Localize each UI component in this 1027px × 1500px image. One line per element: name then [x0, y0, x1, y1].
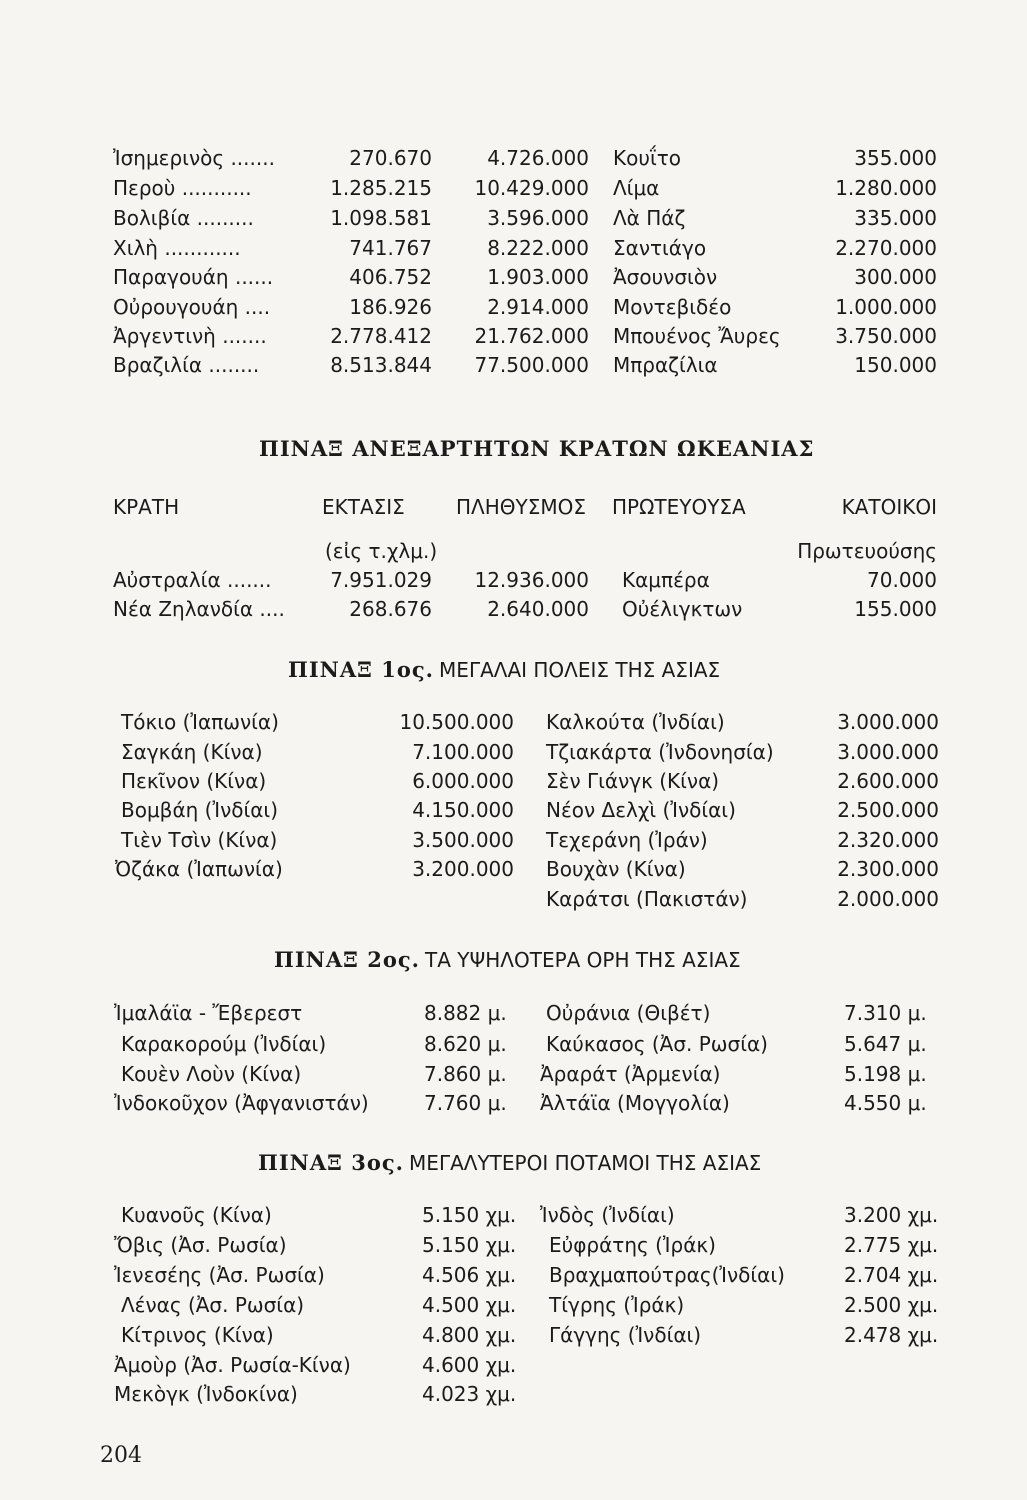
country-population: 8.222.000: [487, 236, 589, 260]
table2-title-rest: ΤΑ ΥΨΗΛΟΤΕΡΑ ΟΡΗ ΤΗΣ ΑΣΙΑΣ: [425, 948, 741, 972]
capital-inhabitants: 300.000: [854, 265, 937, 289]
city-name: Καλκούτα (Ἰνδίαι): [546, 710, 725, 734]
country-name: Βραζιλία ........: [113, 353, 260, 377]
country-population: 21.762.000: [474, 324, 589, 348]
country-area: 270.670: [349, 146, 432, 170]
table2-title: [274, 947, 741, 972]
table1-title-rest: ΜΕΓΑΛΑΙ ΠΟΛΕΙΣ ΤΗΣ ΑΣΙΑΣ: [439, 658, 721, 682]
country-population: 10.429.000: [474, 176, 589, 200]
header-population: ΠΛΗΘΥΣΜΟΣ: [456, 495, 586, 519]
mountain-height: 8.620 μ.: [424, 1032, 507, 1056]
country-name: Νέα Ζηλανδία ....: [113, 597, 285, 621]
country-capital: Σαντιάγο: [613, 236, 707, 260]
city-population: 2.600.000: [837, 769, 939, 793]
capital-inhabitants: 2.270.000: [835, 236, 937, 260]
country-name: Οὐρουγουάη ....: [113, 295, 271, 319]
country-area: 186.926: [349, 295, 432, 319]
city-name: Σὲν Γιάνγκ (Κίνα): [546, 769, 720, 793]
city-name: Ὀζάκα (Ἰαπωνία): [115, 857, 283, 881]
river-name: Κυανοῦς (Κίνα): [121, 1203, 272, 1227]
country-name: Βολιβία .........: [113, 206, 254, 230]
capital-inhabitants: 3.750.000: [835, 324, 937, 348]
river-length: 5.150 χμ.: [422, 1203, 517, 1227]
header-inhabitants: ΚΑΤΟΙΚΟΙ: [841, 495, 937, 519]
country-capital: Κουΐτο: [613, 146, 681, 170]
table3-title-bold: ΠΙΝΑΞ 3ος.: [258, 1150, 404, 1175]
city-name: Νέον Δελχὶ (Ἰνδίαι): [546, 798, 736, 822]
river-length: 4.800 χμ.: [422, 1323, 517, 1347]
mountain-name: Κουὲν Λοὺν (Κίνα): [121, 1062, 302, 1086]
river-name: Κίτρινος (Κίνα): [121, 1323, 274, 1347]
city-name: Βομβάη (Ἰνδίαι): [121, 798, 278, 822]
header-area: ΕΚΤΑΣΙΣ: [322, 495, 405, 519]
country-population: 77.500.000: [474, 353, 589, 377]
city-population: 7.100.000: [412, 740, 514, 764]
table3-title-rest: ΜΕΓΑΛΥΤΕΡΟΙ ΠΟΤΑΜΟΙ ΤΗΣ ΑΣΙΑΣ: [409, 1151, 762, 1175]
country-capital: Λὰ Πάζ: [613, 206, 686, 230]
city-population: 4.150.000: [412, 798, 514, 822]
country-area: 406.752: [349, 265, 432, 289]
mountain-height: 8.882 μ.: [424, 1001, 507, 1025]
river-length: 2.500 χμ.: [844, 1293, 939, 1317]
mountain-height: 5.647 μ.: [844, 1032, 927, 1056]
city-population: 2.320.000: [837, 828, 939, 852]
country-population: 2.914.000: [487, 295, 589, 319]
country-area: 1.098.581: [330, 206, 432, 230]
country-capital: Λίμα: [613, 176, 660, 200]
mountain-name: Καρακορούμ (Ἰνδίαι): [121, 1032, 327, 1056]
country-population: 2.640.000: [487, 597, 589, 621]
river-length: 2.775 χμ.: [844, 1233, 939, 1257]
mountain-name: Ἀραράτ (Ἀρμενία): [540, 1062, 721, 1086]
capital-inhabitants: 335.000: [854, 206, 937, 230]
city-name: Σαγκάη (Κίνα): [121, 740, 263, 764]
river-name: Λένας (Ἀσ. Ρωσία): [121, 1293, 305, 1317]
country-area: 1.285.215: [330, 176, 432, 200]
capital-inhabitants: 355.000: [854, 146, 937, 170]
table1-title-bold: ΠΙΝΑΞ 1ος.: [288, 657, 434, 682]
river-length: 4.500 χμ.: [422, 1293, 517, 1317]
country-name: Παραγουάη ......: [113, 265, 274, 289]
country-population: 1.903.000: [487, 265, 589, 289]
city-population: 10.500.000: [399, 710, 514, 734]
country-capital: Ἀσουνσιὸν: [613, 265, 718, 289]
header-states: ΚΡΑΤΗ: [113, 495, 180, 519]
country-population: 4.726.000: [487, 146, 589, 170]
mountain-name: Ἰμαλάϊα - Ἔβερεστ: [114, 1001, 303, 1025]
country-capital: Μοντεβιδέο: [613, 295, 732, 319]
oceania-title: ΠΙΝΑΞ ΑΝΕΞΑΡΤΗΤΩΝ ΚΡΑΤΩΝ ΩΚΕΑΝΙΑΣ: [259, 436, 815, 461]
country-area: 7.951.029: [330, 568, 432, 592]
table3-title: [258, 1150, 761, 1175]
city-population: 2.500.000: [837, 798, 939, 822]
river-name: Ἰνδὸς (Ἰνδίαι): [540, 1203, 675, 1227]
mountain-height: 5.198 μ.: [844, 1062, 927, 1086]
header-capital: ΠΡΩΤΕΥΟΥΣΑ: [612, 495, 746, 519]
city-population: 6.000.000: [412, 769, 514, 793]
table1-title: [288, 657, 720, 682]
river-name: Μεκὸγκ (Ἰνδοκίνα): [114, 1382, 298, 1406]
country-name: Ἰσημερινὸς .......: [113, 146, 275, 170]
city-name: Τεχεράνη (Ἰράν): [546, 828, 708, 852]
country-name: Αὐστραλία .......: [113, 568, 272, 592]
city-population: 2.300.000: [837, 857, 939, 881]
city-name: Τόκιο (Ἰαπωνία): [121, 710, 279, 734]
country-population: 3.596.000: [487, 206, 589, 230]
city-name: Καράτσι (Πακιστάν): [546, 887, 748, 911]
capital-inhabitants: 150.000: [854, 353, 937, 377]
header-inhabitants-sub: Πρωτευούσης: [797, 539, 937, 563]
country-area: 8.513.844: [330, 353, 432, 377]
river-name: Βραχμαπούτρας(Ἰνδίαι): [549, 1263, 785, 1287]
river-length: 4.023 χμ.: [422, 1382, 517, 1406]
city-population: 3.000.000: [837, 710, 939, 734]
country-capital: Μπουένος Ἄυρες: [613, 324, 781, 348]
river-length: 4.506 χμ.: [422, 1263, 517, 1287]
city-population: 3.500.000: [412, 828, 514, 852]
city-population: 3.000.000: [837, 740, 939, 764]
mountain-height: 7.310 μ.: [844, 1001, 927, 1025]
country-capital: Καμπέρα: [622, 568, 710, 592]
river-name: Ἰενεσέης (Ἀσ. Ρωσία): [114, 1263, 325, 1287]
city-population: 2.000.000: [837, 887, 939, 911]
mountain-height: 4.550 μ.: [844, 1091, 927, 1115]
river-length: 4.600 χμ.: [422, 1353, 517, 1377]
city-name: Βουχὰν (Κίνα): [546, 857, 686, 881]
country-name: Χιλὴ ............: [113, 236, 241, 260]
river-length: 5.150 χμ.: [422, 1233, 517, 1257]
mountain-name: Ἰνδοκοῦχον (Ἀφγανιστάν): [114, 1091, 369, 1115]
country-name: Περοὺ ...........: [113, 176, 252, 200]
city-name: Τζιακάρτα (Ἰνδονησία): [546, 740, 774, 764]
capital-inhabitants: 1.000.000: [835, 295, 937, 319]
mountain-name: Ἀλτάϊα (Μογγολία): [540, 1091, 730, 1115]
table2-title-bold: ΠΙΝΑΞ 2ος.: [274, 947, 420, 972]
river-name: Γάγγης (Ἰνδίαι): [549, 1323, 702, 1347]
river-name: Ὄβις (Ἀσ. Ρωσία): [114, 1233, 287, 1257]
river-length: 3.200 χμ.: [844, 1203, 939, 1227]
river-name: Ἀμοὺρ (Ἀσ. Ρωσία-Κίνα): [114, 1353, 351, 1377]
mountain-height: 7.860 μ.: [424, 1062, 507, 1086]
city-population: 3.200.000: [412, 857, 514, 881]
city-name: Τιὲν Τσὶν (Κίνα): [121, 828, 278, 852]
mountain-name: Καύκασος (Ἀσ. Ρωσία): [546, 1032, 768, 1056]
capital-inhabitants: 70.000: [867, 568, 937, 592]
city-name: Πεκῖνον (Κίνα): [121, 769, 267, 793]
page-number: 204: [100, 1443, 142, 1468]
country-capital: Οὐέλιγκτων: [622, 597, 743, 621]
mountain-name: Οὐράνια (Θιβέτ): [546, 1001, 711, 1025]
river-length: 2.478 χμ.: [844, 1323, 939, 1347]
country-capital: Μπραζίλια: [613, 353, 718, 377]
mountain-height: 7.760 μ.: [424, 1091, 507, 1115]
country-population: 12.936.000: [474, 568, 589, 592]
river-length: 2.704 χμ.: [844, 1263, 939, 1287]
river-name: Εὐφράτης (Ἰράκ): [549, 1233, 716, 1257]
capital-inhabitants: 1.280.000: [835, 176, 937, 200]
header-area-unit: (εἰς τ.χλμ.): [325, 539, 438, 563]
country-area: 741.767: [349, 236, 432, 260]
river-name: Τίγρης (Ἰράκ): [549, 1293, 685, 1317]
country-area: 2.778.412: [330, 324, 432, 348]
country-area: 268.676: [349, 597, 432, 621]
country-name: Ἀργεντινὴ .......: [113, 324, 267, 348]
capital-inhabitants: 155.000: [854, 597, 937, 621]
